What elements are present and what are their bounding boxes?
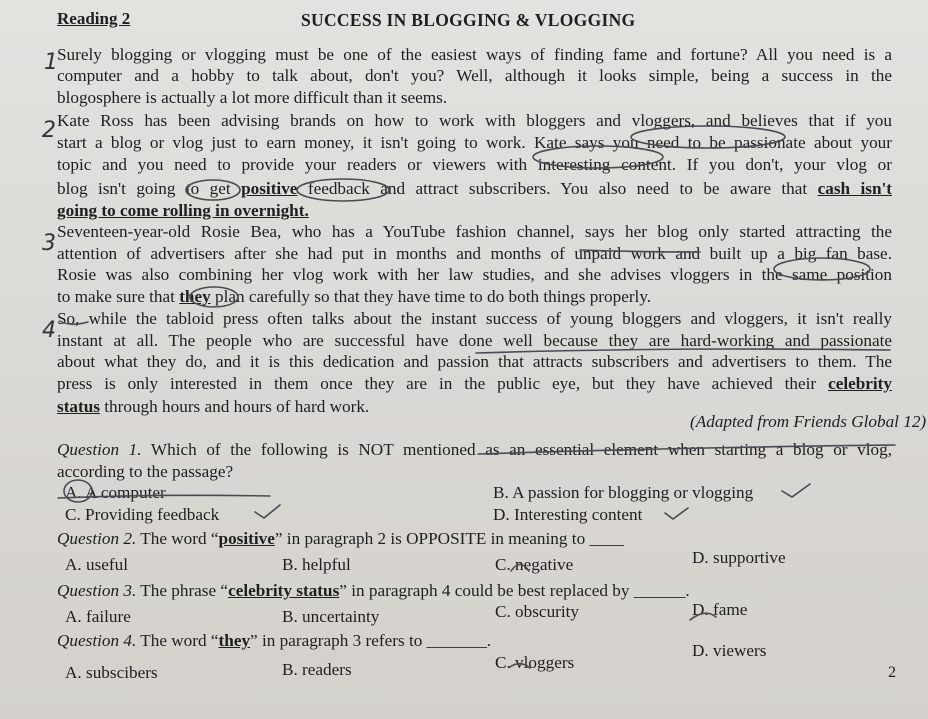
q3-option-a[interactable]: A. failure: [65, 607, 131, 626]
question-1-text: Question 1. Which of the following is NOT mentioned as an essential element when starting a blog or vlog,: [57, 440, 892, 459]
passage-line: attention of advertisers after she had put in months and months of unpaid work and built up a big fan base.: [57, 244, 892, 263]
q4-option-a[interactable]: A. subscibers: [65, 663, 158, 682]
check-q1-c: [255, 505, 280, 518]
question-1-text-cont: according to the passage?: [57, 462, 234, 481]
q1-option-d[interactable]: D. Interesting content: [493, 505, 643, 524]
question-4-text: Question 4. The word “they” in paragraph 3 refers to _______.: [57, 631, 492, 650]
highlight-they: they: [179, 287, 211, 306]
paragraph-mark-3: 3: [42, 231, 56, 256]
highlight-celebrity: celebrity: [828, 374, 893, 393]
q2-option-a[interactable]: A. useful: [65, 555, 129, 574]
passage-line: blogosphere is actually a lot more difficult than it seems.: [57, 88, 448, 107]
q3-option-b[interactable]: B. uncertainty: [282, 607, 380, 626]
q2-option-b[interactable]: B. helpful: [282, 555, 351, 574]
passage-line: start a blog or vlog just to earn money, it isn't going to work. Kate says you need to be passionate about your: [57, 133, 892, 152]
passage-line: Rosie was also combining her vlog work with her law studies, and she advises vloggers in the same position: [57, 265, 892, 284]
paragraph-mark-2: 2: [42, 118, 56, 143]
q4-option-c[interactable]: C. vloggers: [495, 653, 575, 672]
q4-option-b[interactable]: B. readers: [282, 660, 352, 679]
passage-line: Surely blogging or vlogging must be one of the easiest ways of finding fame and fortune? All you need is a: [57, 45, 892, 64]
q3-option-d[interactable]: D. fame: [692, 600, 748, 619]
check-q1-d: [665, 508, 688, 519]
passage-line-mixed: to make sure that they plan carefully so that they have time to do both things properly.: [57, 287, 652, 306]
source-citation: (Adapted from Friends Global 12): [690, 412, 927, 431]
passage-line: Seventeen-year-old Rosie Bea, who has a YouTube fashion channel, says her blog only started attracting the: [57, 222, 892, 241]
highlight-status: status: [57, 397, 100, 416]
question-2-text: Question 2. The word “positive” in paragraph 2 is OPPOSITE in meaning to ____: [57, 529, 624, 548]
passage-title: SUCCESS IN BLOGGING & VLOGGING: [301, 10, 636, 30]
passage-line: going to come rolling in overnight.: [57, 201, 309, 220]
passage-line: topic and you need to provide your readers or viewers with interesting content. If you don't, your vlog or: [57, 155, 892, 174]
passage-line: Kate Ross has been advising brands on how to work with bloggers and vloggers, and believes that if you: [57, 111, 892, 130]
q1-option-c[interactable]: C. Providing feedback: [65, 505, 220, 524]
passage-line-mixed: press is only interested in them once they are in the public eye, but they have achieved their celebrity: [57, 374, 893, 393]
check-q1-b: [782, 484, 810, 497]
passage-line: about what they do, and it is this dedication and passion that attracts subscribers and advertisers to them. The: [57, 352, 892, 371]
passage-line-mixed: status through hours and hours of hard work.: [57, 397, 370, 416]
passage-line: computer and a hobby to talk about, don't you? Well, although it looks simple, being a success in the: [57, 66, 892, 85]
passage-line: So, while the tabloid press often talks about the instant success of young bloggers and vloggers, it isn't really: [57, 309, 892, 328]
paragraph-mark-1: 1: [44, 50, 58, 75]
q1-option-b[interactable]: B. A passion for blogging or vlogging: [493, 483, 754, 502]
paragraph-mark-4: 4: [42, 318, 56, 343]
question-3-text: Question 3. The phrase “celebrity status” in paragraph 4 could be best replaced by ______.: [57, 581, 690, 600]
page-number: 2: [888, 664, 896, 681]
passage-line: instant at all. The people who are successful have done well because they are hard-working and passionate: [57, 331, 892, 350]
q2-option-d[interactable]: D. supportive: [692, 548, 786, 567]
highlight-cash: cash isn't: [817, 179, 893, 198]
q3-option-c[interactable]: C. obscurity: [495, 602, 580, 621]
q4-option-d[interactable]: D. viewers: [692, 641, 767, 660]
q1-option-a[interactable]: A. A computer: [65, 483, 166, 502]
passage-line-mixed: blog isn't going to get positive feedback and attract subscribers. You also need to be aware that cash isn't: [57, 179, 893, 198]
q2-option-c[interactable]: C. negative: [495, 555, 574, 574]
highlight-positive: positive: [241, 179, 298, 198]
reading-heading: Reading 2: [57, 9, 131, 28]
